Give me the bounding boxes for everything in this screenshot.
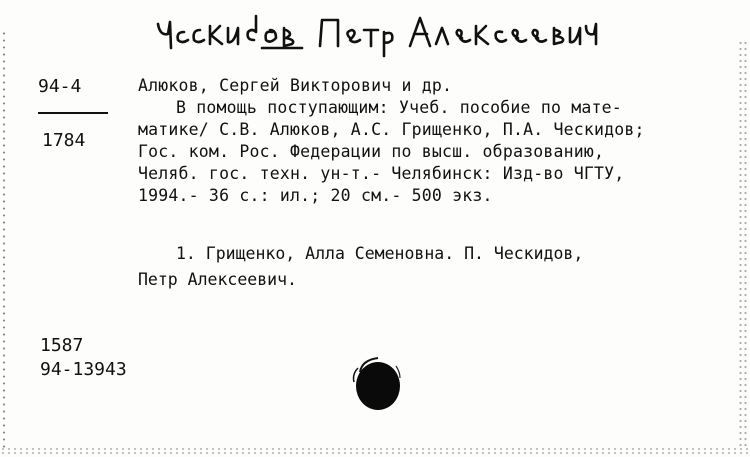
punch-hole bbox=[348, 352, 404, 412]
entry-line: 1994.- 36 с.: ил.; 20 см.- 500 экз. bbox=[138, 186, 493, 205]
inventory-numbers bbox=[40, 334, 127, 382]
tracings bbox=[138, 241, 738, 293]
author-heading: Алюков, Сергей Викторович и др. bbox=[138, 76, 453, 95]
entry-line: Гос. ком. Рос. Федерации по высш. образованию, bbox=[138, 142, 605, 161]
scan-edge-right bbox=[738, 40, 748, 450]
entry-line: В помощь поступающим: Учеб. пособие по мате- bbox=[176, 98, 622, 117]
handwriting-drawing bbox=[150, 10, 600, 60]
classification-number: 94-4 bbox=[38, 76, 82, 97]
tracing-line: 1. Грищенко, Алла Семеновна. П. Ческидов, bbox=[176, 244, 584, 263]
accession-number: 94-13943 bbox=[40, 359, 127, 380]
entry-line: матике/ С.В. Алюков, А.С. Грищенко, П.А. Ческидов; bbox=[138, 120, 645, 139]
tracing-line: Петр Алексеевич. bbox=[138, 270, 297, 289]
inventory-number: 1587 bbox=[40, 335, 84, 356]
entry-line: Челяб. гос. техн. ун-т.- Челябинск: Изд-во ЧГТУ, bbox=[138, 164, 625, 183]
handwritten-heading bbox=[150, 10, 600, 60]
scan-edge-bottom bbox=[0, 447, 750, 455]
scan-edge-left bbox=[2, 30, 6, 450]
call-number-divider bbox=[38, 112, 108, 114]
punch-hole-shape bbox=[348, 352, 404, 412]
bibliographic-entry bbox=[138, 75, 738, 207]
author-sign: 1784 bbox=[42, 130, 86, 151]
